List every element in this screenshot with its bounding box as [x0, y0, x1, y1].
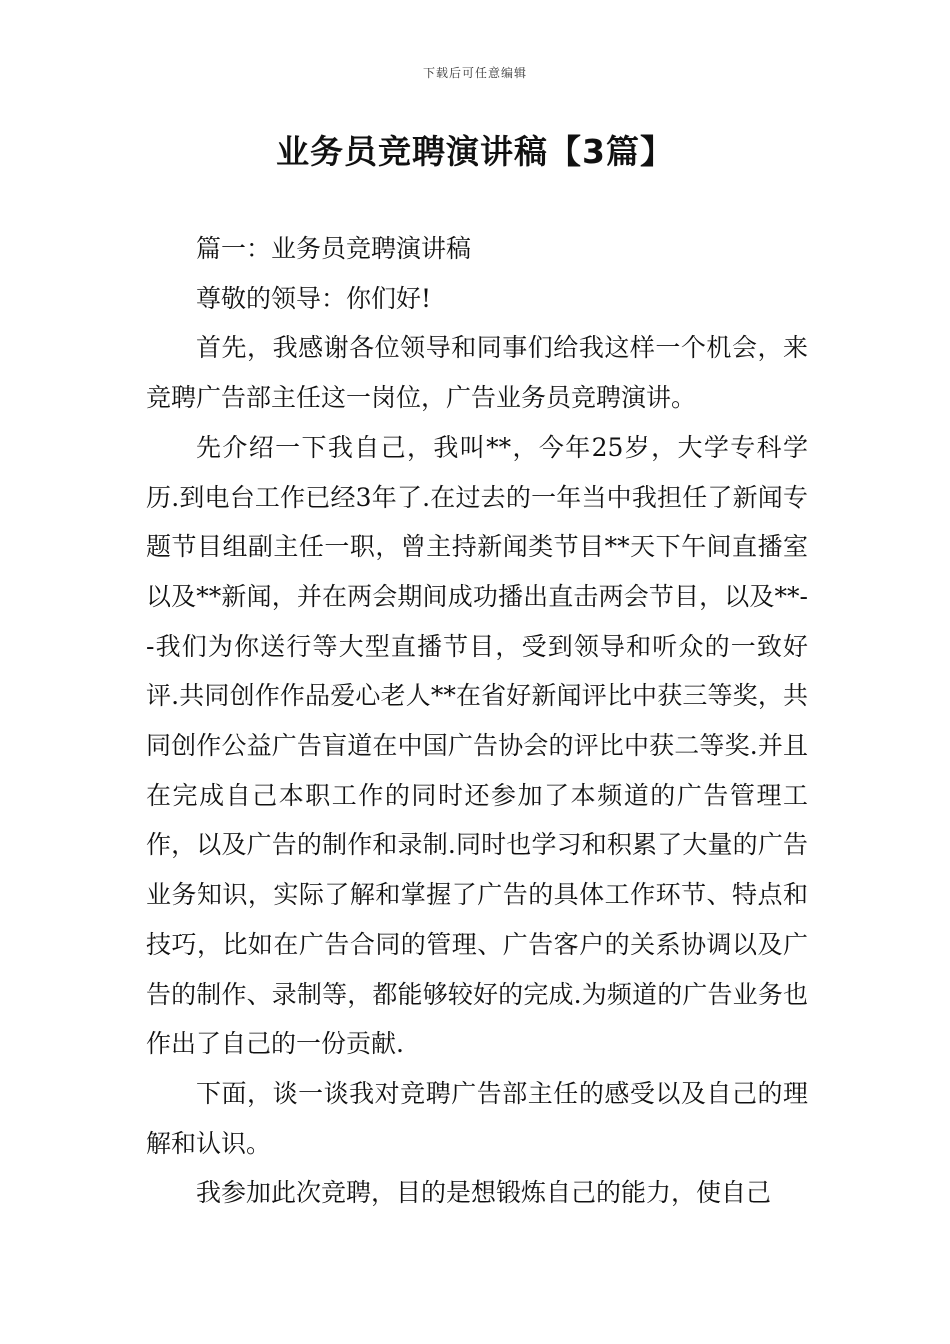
section-heading: 篇一：业务员竞聘演讲稿 [196, 234, 472, 263]
paragraph: 下面，谈一谈我对竞聘广告部主任的感受以及自己的理解和认识。 [146, 1078, 808, 1158]
document-body [146, 224, 808, 1218]
document-title: 业务员竞聘演讲稿【3篇】 [276, 132, 674, 171]
salutation: 尊敬的领导：你们好! [196, 283, 432, 313]
paragraph: 先介绍一下我自己，我叫**，今年25岁，大学专科学历.到电台工作已经3年了.在过去的一年当中我担任了新闻专题节目组副主任一职，曾主持新闻类节目**天下午间直播室以及**新闻，并在两会期间成功播出直击两会节目，以及**--我们为你送行等大型直播节目，受到领导和听众的一致好评.共同创作作品爱心老人**在省好新闻评比中获三等奖，共同创作公益广告盲道在中国广告协会的评比中获二等奖.并且在完成自己本职工作的同时还参加了本频道的广告管理工作，以及广告的制作和录制.同时也学习和积累了大量的广告业务知识，实际了解和掌握了广告的具体工作环节、特点和技巧，比如在广告合同的管理、广告客户的关系协调以及广告的制作、录制等，都能够较好的完成.为频道的广告业务也作出了自己的一份贡献. [146, 432, 808, 1059]
header-note: 下载后可任意编辑 [422, 66, 527, 80]
paragraph: 首先，我感谢各位领导和同事们给我这样一个机会，来竞聘广告部主任这一岗位，广告业务员竞聘演讲。 [146, 333, 808, 413]
paragraph: 我参加此次竞聘，目的是想锻炼自己的能力，使自己 [196, 1178, 772, 1208]
